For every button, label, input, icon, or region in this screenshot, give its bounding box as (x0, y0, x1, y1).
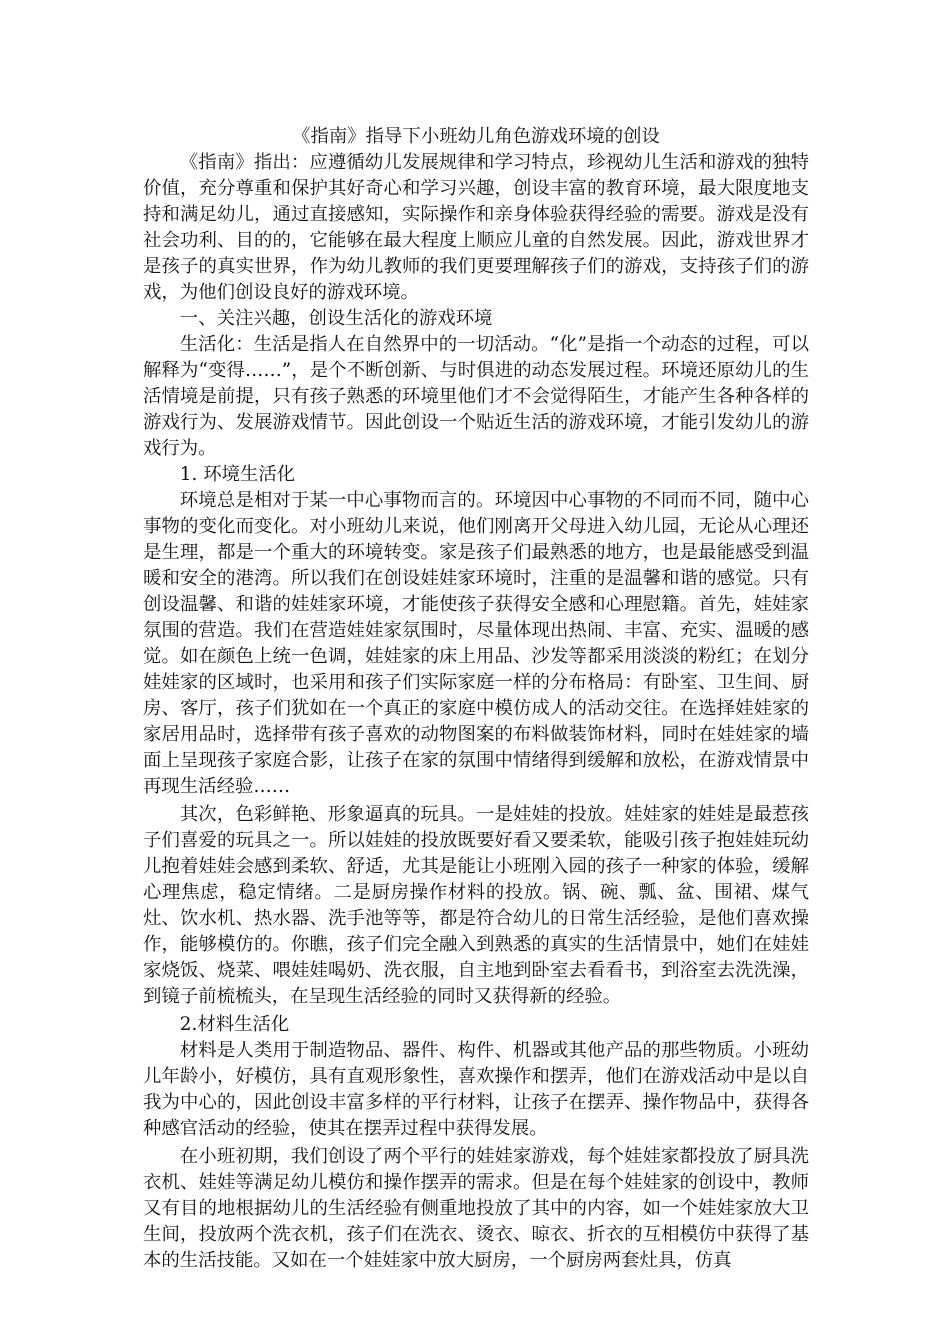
document-body (143, 124, 809, 1274)
document-title: 《指南》指导下小班幼儿角色游戏环境的创设 (292, 126, 660, 147)
subsection-heading-2: 2.材料生活化 (179, 1014, 290, 1035)
paragraph-intro: 《指南》指出：应遵循幼儿发展规律和学习特点，珍视幼儿生活和游戏的独特价值，充分尊重和保护其好奇心和学习兴趣，创设丰富的教育环境，最大限度地支持和满足幼儿，通过直接感知，实际操作和亲身体验获得经验的需要。游戏是没有社会功利、目的的，它能够在最大程度上顺应儿童的自然发展。因此，游戏世界才是孩子的真实世界，作为幼儿教师的我们更要理解孩子们的游戏，支持孩子们的游戏，为他们创设良好的游戏环境。 (143, 152, 809, 303)
paragraph-early-class: 在小班初期，我们创设了两个平行的娃娃家游戏，每个娃娃家都投放了厨具洗衣机、娃娃等满足幼儿模仿和操作摆弄的需求。但是在每个娃娃家的创设中，教师又有目的地根据幼儿的生活经验有侧重地投放了其中的内容，如一个娃娃家放大卫生间，投放两个洗衣机，孩子们在洗衣、烫衣、晾衣、折衣的互相模仿中获得了基本的生活技能。又如在一个娃娃家中放大厨房，一个厨房两套灶具，仿真 (143, 1146, 809, 1271)
section-heading-1: 一、关注兴趣，创设生活化的游戏环境 (179, 308, 493, 329)
paragraph-lifestyle-definition: 生活化：生活是指人在自然界中的一切活动。“化”是指一个动态的过程，可以解释为“变得……”，是个不断创新、与时俱进的动态发展过程。环境还原幼儿的生活情境是前提，只有孩子熟悉的环境里他们才不会觉得陌生，才能产生各种各样的游戏行为、发展游戏情节。因此创设一个贴近生活的游戏环境，才能引发幼儿的游戏行为。 (143, 334, 809, 459)
paragraph-materials: 材料是人类用于制造物品、器件、构件、机器或其他产品的那些物质。小班幼儿年龄小，好模仿，具有直观形象性，喜欢操作和摆弄，他们在游戏活动中是以自我为中心的，因此创设丰富多样的平行材料，让孩子在摆弄、操作物品中，获得各种感官活动的经验，使其在摆弄过程中获得发展。 (143, 1040, 809, 1139)
paragraph-toys: 其次，色彩鲜艳、形象逼真的玩具。一是娃娃的投放。娃娃家的娃娃是最惹孩子们喜爱的玩具之一。所以娃娃的投放既要好看又要柔软，能吸引孩子抱娃娃玩幼儿抱着娃娃会感到柔软、舒适，尤其是能让小班刚入园的孩子一种家的体验，缓解心理焦虑，稳定情绪。二是厨房操作材料的投放。锅、碗、瓢、盆、围裙、煤气灶、饮水机、热水器、洗手池等等，都是符合幼儿的日常生活经验，是他们喜欢操作，能够模仿的。你瞧，孩子们完全融入到熟悉的真实的生活情景中，她们在娃娃家烧饭、烧菜、喂娃娃喝奶、洗衣服，自主地到卧室去看看书，到浴室去洗洗澡，到镜子前梳梳头，在呈现生活经验的同时又获得新的经验。 (143, 804, 809, 1007)
paragraph-environment: 环境总是相对于某一中心事物而言的。环境因中心事物的不同而不同，随中心事物的变化而变化。对小班幼儿来说，他们刚离开父母进入幼儿园，无论从心理还是生理，都是一个重大的环境转变。家是孩子们最熟悉的地方，也是最能感受到温暖和安全的港湾。所以我们在创设娃娃家环境时，注重的是温馨和谐的感觉。只有创设温馨、和谐的娃娃家环境，才能使孩子获得安全感和心理慰籍。首先，娃娃家氛围的营造。我们在营造娃娃家氛围时，尽量体现出热闹、丰富、充实、温暖的感觉。如在颜色上统一色调，娃娃家的床上用品、沙发等都采用淡淡的粉红；在划分娃娃家的区域时，也采用和孩子们实际家庭一样的分布格局：有卧室、卫生间、厨房、客厅，孩子们犹如在一个真正的家庭中模仿成人的活动交往。在选择娃娃家的家居用品时，选择带有孩子喜欢的动物图案的布料做装饰材料，同时在娃娃家的墙面上呈现孩子家庭合影，让孩子在家的氛围中情绪得到缓解和放松，在游戏情景中再现生活经验…… (143, 490, 809, 797)
subsection-heading-1: 1. 环境生活化 (179, 464, 296, 485)
